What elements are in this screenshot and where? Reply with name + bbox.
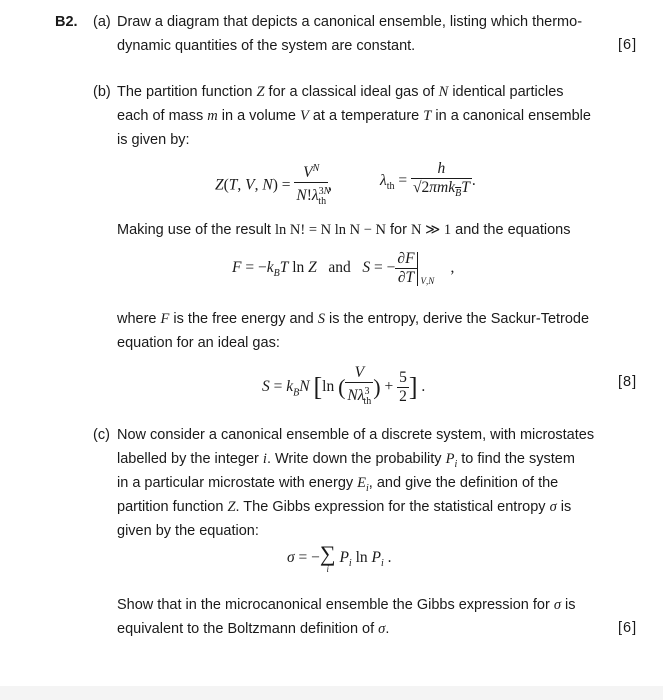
part-b-line1: The partition function Z for a classical ideal gas of N identical particles [117,84,564,100]
part-c-line5: given by the equation: [117,523,259,539]
part-c-equivalent: equivalent to the Boltzmann definition of σ. [117,621,390,637]
part-a-label: (a) [93,14,111,30]
part-a-marks: [6] [618,37,638,53]
part-b-line3: is given by: [117,132,190,148]
thermal-wavelength-equation: $\lambda_{th}$ = $\frac{h}{√2\pi mk_BT}$ . [380,160,476,200]
part-c-line4: partition function Z. The Gibbs expression for the statistical entropy σ is [117,499,572,515]
part-c-line2: labelled by the integer i. Write down the probability $P_i$ to find the system [117,451,575,470]
part-b-making-use: Making use of the result ln N! = N ln N − N for N ≫ 1 and the equations [117,222,571,238]
part-c-line3: in a particular microstate with energy $E_i$, and give the definition of the [117,475,559,494]
part-c-label: (c) [93,427,110,443]
part-b-marks: [8] [618,374,638,390]
part-a-line1: Draw a diagram that depicts a canonical ensemble, listing which thermo- [117,14,583,30]
part-b-line2: each of mass m in a volume V at a temperature T in a canonical ensemble [117,108,591,124]
gibbs-entropy-equation: σ = − ∑ i $P_i$ $\ln P_i$ . [287,541,392,574]
part-c-marks: [6] [618,620,638,636]
question-number: B2. [55,14,78,30]
part-b-where: where F is the free energy and S is the entropy, derive the Sackur-Tetrode [117,311,590,327]
part-c-show: Show that in the microcanonical ensemble the Gibbs expression for σ is [117,597,576,613]
part-b-equation-line: equation for an ideal gas: [117,335,280,351]
page-bottom-edge [0,686,663,700]
sackur-tetrode-equation: $S = k_BN$ [ln ( $\frac{V}{N\lambda^3_{th}}$ ) + $\frac{5}{2}$ ] . [262,364,426,408]
free-energy-entropy-equation: $F = -k_BT$ ln Z and S = − $\frac{\partial F}{\partial T}$ V,N , [232,250,455,286]
part-b-label: (b) [93,84,111,100]
part-c-line1: Now consider a canonical ensemble of a discrete system, with microstates [117,427,595,443]
part-a-line2: dynamic quantities of the system are constant. [117,38,416,54]
partition-function-equation: Z(T, V, N) = $\frac{V^N}{N!\lambda^{3N}_{th}}$ , [215,160,332,211]
